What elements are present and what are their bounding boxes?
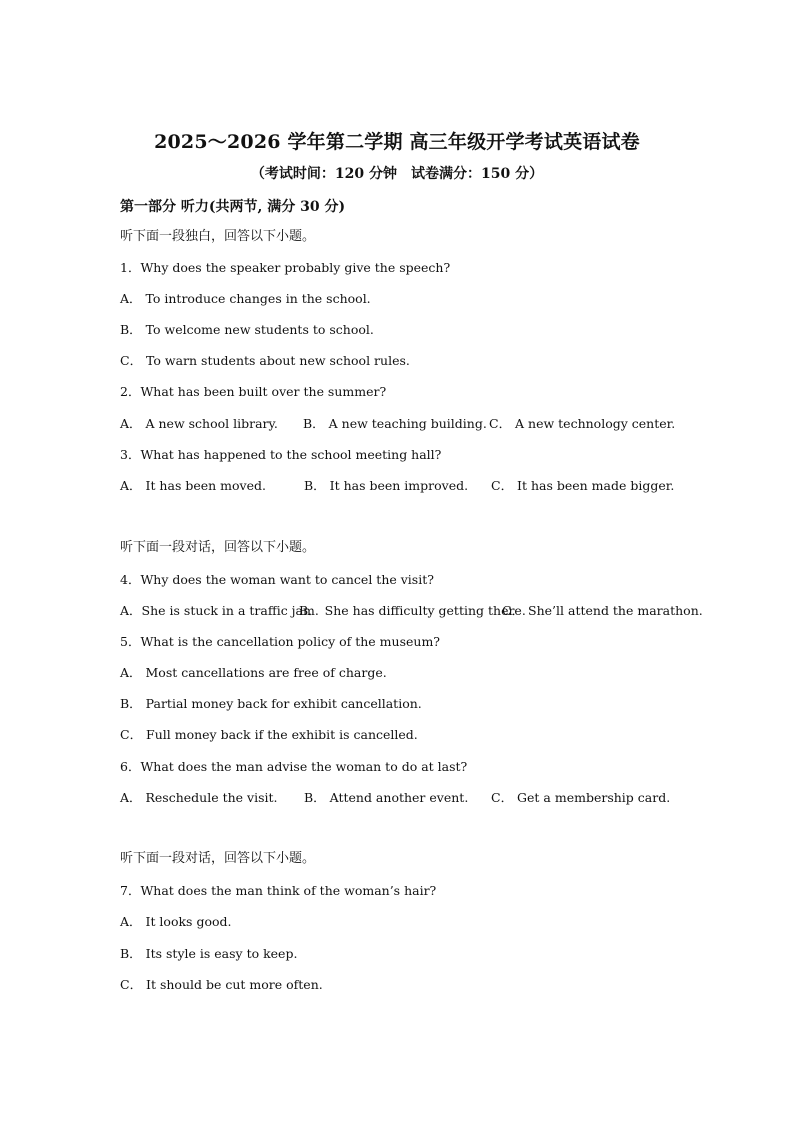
group1-instruction: 听下面一段独白，回答以下小题。: [120, 229, 316, 244]
q6-option-b: B． Attend another event.: [304, 790, 469, 805]
q1-option-b: B． To welcome new students to school.: [120, 322, 374, 337]
q5-option-a: A． Most cancellations are free of charge.: [120, 665, 387, 680]
section-heading: 第一部分 听力(共两节, 满分 30 分): [120, 199, 346, 215]
q5-option-b: B． Partial money back for exhibit cancellation.: [120, 696, 422, 711]
question-1: 1．Why does the speaker probably give the speech?: [120, 260, 451, 275]
exam-subtitle: （考试时间：120 分钟 试卷满分：150 分）: [250, 166, 544, 182]
q2-option-a: A． A new school library.: [120, 416, 278, 431]
q1-option-a: A． To introduce changes in the school.: [120, 291, 371, 306]
q1-option-c: C． To warn students about new school rules.: [120, 353, 410, 368]
q6-option-a: A． Reschedule the visit.: [120, 790, 278, 805]
q4-option-c: C． She’ll attend the marathon.: [502, 603, 703, 618]
group3-instruction: 听下面一段对话，回答以下小题。: [120, 851, 316, 866]
q7-option-c: C． It should be cut more often.: [120, 977, 323, 992]
q2-option-c: C． A new technology center.: [489, 416, 676, 431]
q6-option-c: C． Get a membership card.: [491, 790, 671, 805]
exam-title: 2025～2026 学年第二学期 高三年级开学考试英语试卷: [154, 131, 640, 153]
group2-instruction: 听下面一段对话，回答以下小题。: [120, 540, 316, 555]
question-3: 3．What has happened to the school meeting hall?: [120, 447, 442, 462]
q3-option-b: B． It has been improved.: [304, 478, 469, 493]
q2-option-b: B． A new teaching building.: [303, 416, 487, 431]
question-4: 4．Why does the woman want to cancel the visit?: [120, 572, 434, 587]
question-2: 2．What has been built over the summer?: [120, 384, 387, 399]
q4-option-a: A．She is stuck in a traffic jam.: [120, 603, 319, 618]
q5-option-c: C． Full money back if the exhibit is cancelled.: [120, 727, 418, 742]
question-5: 5．What is the cancellation policy of the museum?: [120, 634, 441, 649]
q3-option-c: C． It has been made bigger.: [491, 478, 675, 493]
q7-option-b: B． Its style is easy to keep.: [120, 946, 298, 961]
q3-option-a: A． It has been moved.: [120, 478, 266, 493]
q4-option-b: B． She has difficulty getting there.: [299, 603, 526, 618]
q7-option-a: A． It looks good.: [120, 914, 232, 929]
question-6: 6．What does the man advise the woman to do at last?: [120, 759, 468, 774]
question-7: 7．What does the man think of the woman’s hair?: [120, 883, 437, 898]
